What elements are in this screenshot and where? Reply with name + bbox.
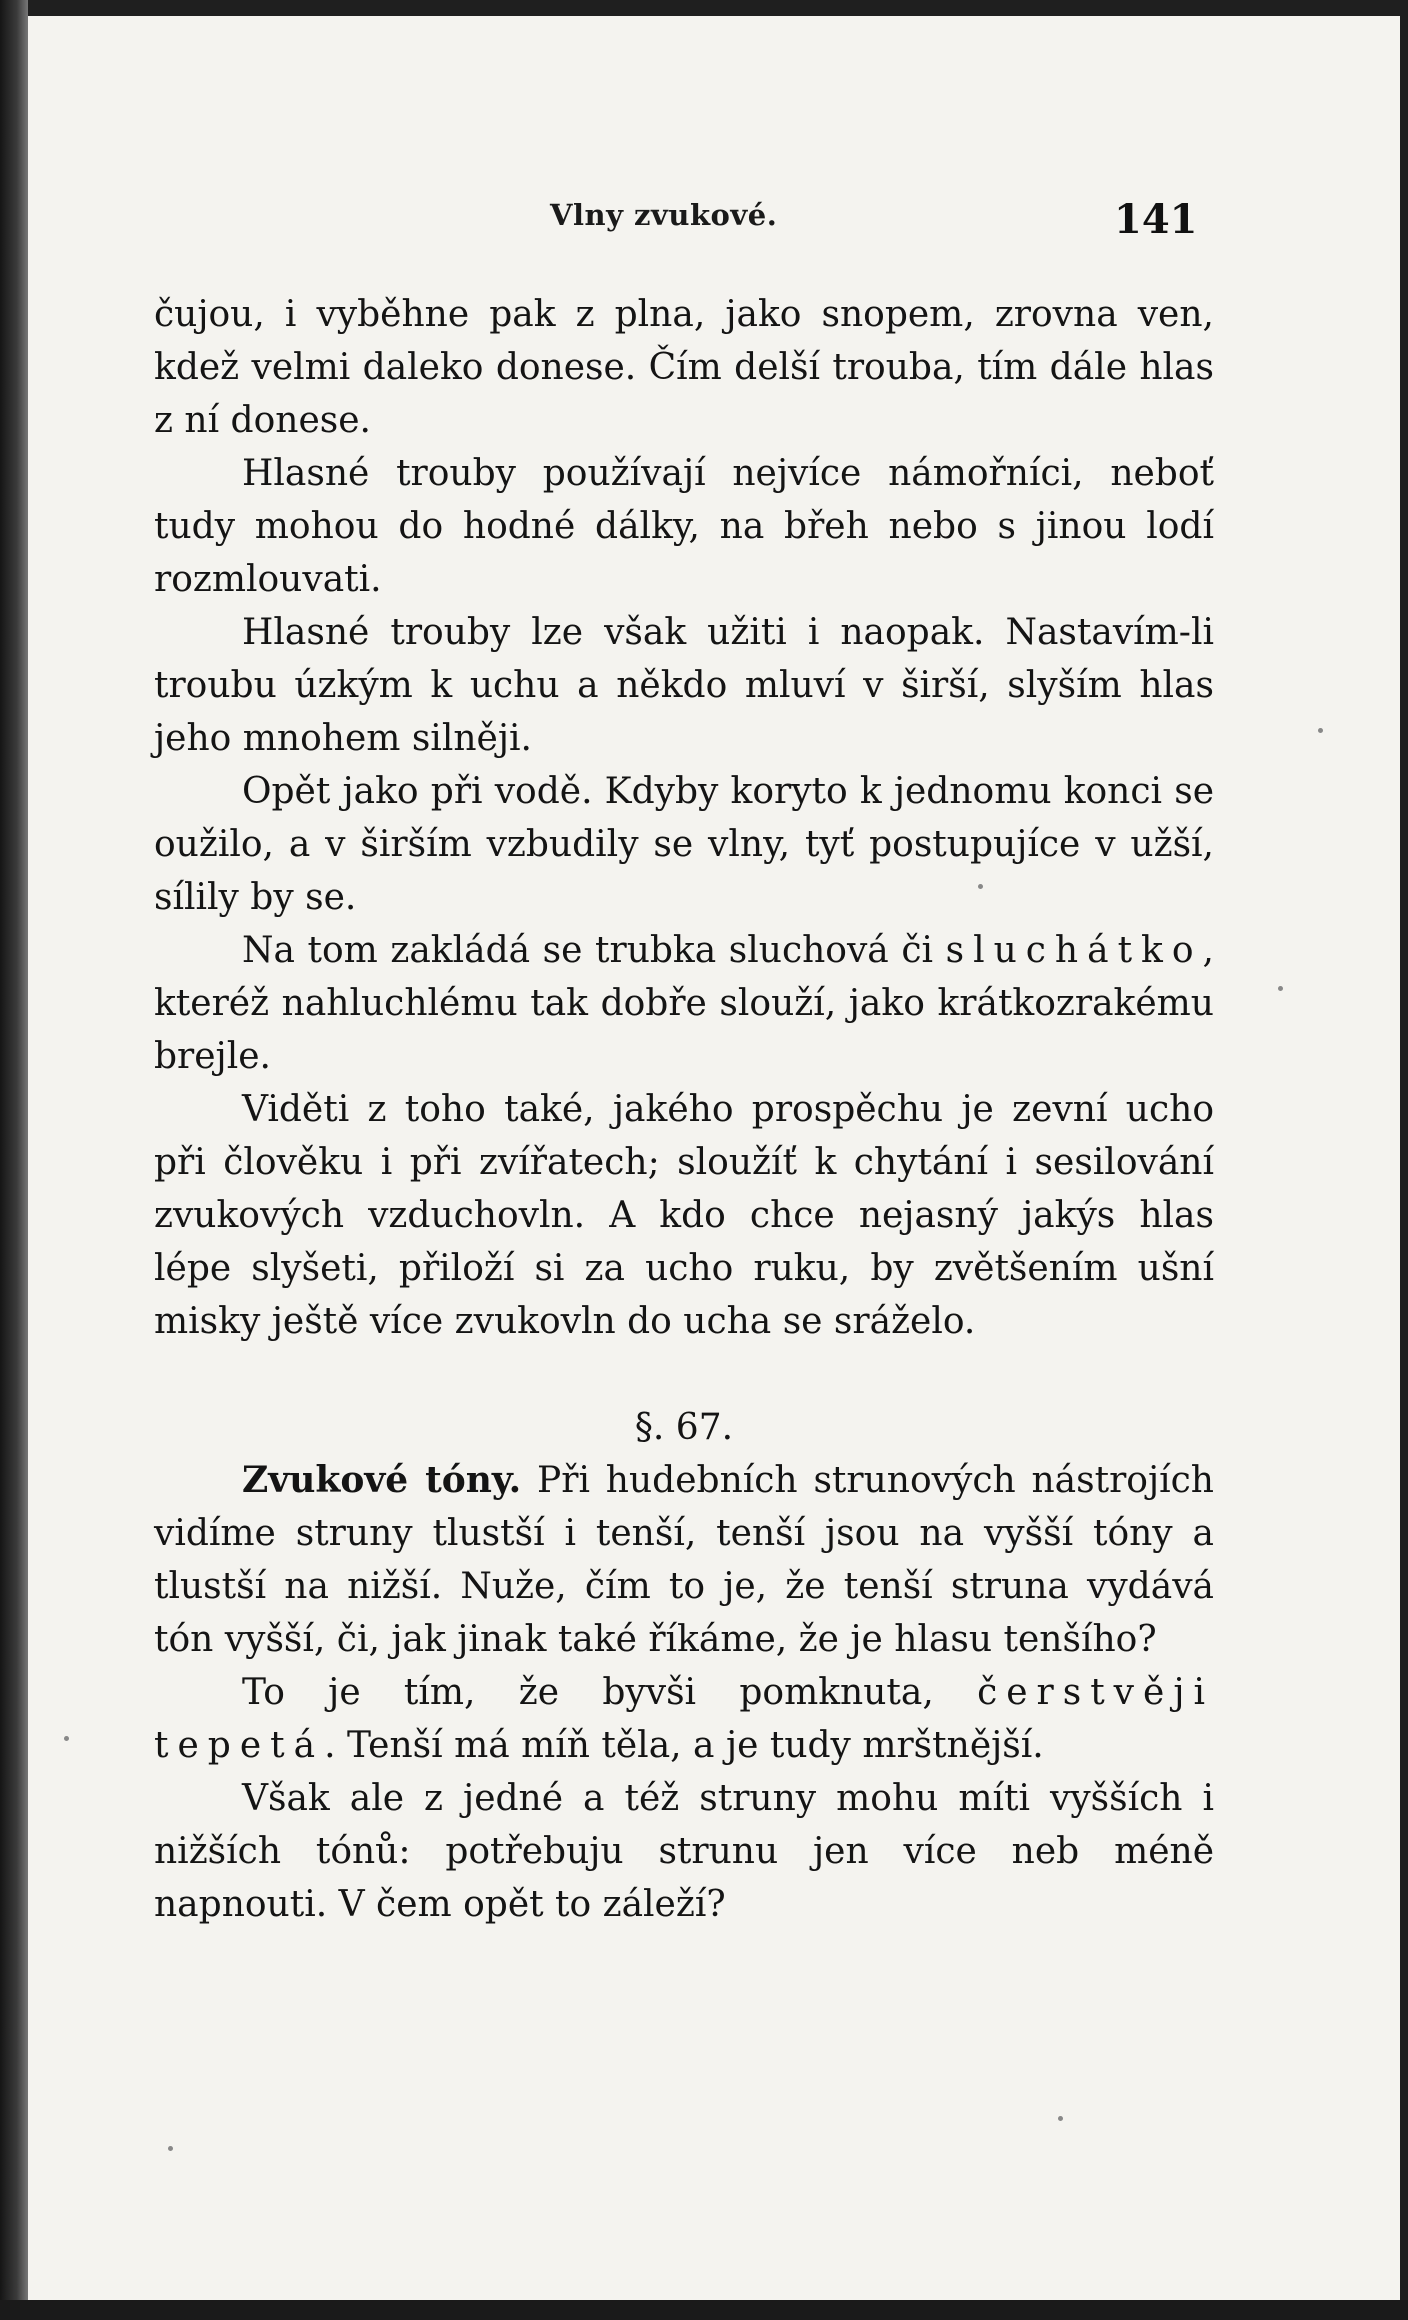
paragraph-text: Hlasné trouby používají nejvíce námořníci, neboť tudy mohou do hodné dálky, na břeh nebo s jinou lodí rozmlouvati.	[154, 453, 1214, 600]
running-title: Vlny zvukové.	[550, 198, 778, 232]
paper-speck	[1278, 986, 1283, 991]
paragraph-text: Však ale z jedné a též struny mohu míti vyšších i nižších tónů: potřebuju strunu jen více neb méně napnouti. V čem opět to záleží?	[154, 1778, 1214, 1925]
paragraph	[154, 765, 1214, 924]
paragraph-text: Opět jako při vodě. Kdyby koryto k jednomu konci se oužilo, a v širším vzbudily se vlny, tyť postupujíce v užší, sílily by se.	[154, 771, 1214, 918]
page-number: 141	[1114, 196, 1198, 243]
book-page	[28, 16, 1400, 2304]
paragraph	[154, 1454, 1214, 1666]
section-heading: §. 67.	[634, 1407, 734, 1448]
paragraph-heading: Zvukové tóny.	[242, 1459, 522, 1501]
paragraph-text: . Tenší má míň těla, a je tudy mrštnější.	[324, 1725, 1044, 1766]
paper-speck	[1318, 728, 1323, 733]
paragraph	[154, 288, 1214, 447]
paragraph	[154, 1666, 1214, 1772]
paragraph	[154, 606, 1214, 765]
paragraph-text: , kteréž nahluchlému tak dobře slouží, jako krátkozrakému brejle.	[154, 930, 1214, 1077]
paragraph-text: Na tom zakládá se trubka sluchová či	[242, 930, 946, 971]
paragraph	[154, 1083, 1214, 1348]
paper-speck	[1058, 2116, 1063, 2121]
text-block-lower	[154, 1454, 1214, 1931]
page-gutter-shadow	[0, 0, 28, 2320]
paragraph-text: Při hudebních strunových nástrojích vidíme struny tlustší i tenší, tenší jsou na vyšší tóny a tlustší na nižší. Nuže, čím to je, že tenší struna vydává tón vyšší, či, jak jinak také říkáme, že je hlasu tenšího?	[154, 1460, 1214, 1660]
body-text	[154, 288, 1214, 1931]
text-block-upper	[154, 288, 1214, 1348]
page-header	[28, 196, 1400, 246]
paragraph-text: čujou, i vyběhne pak z plna, jako snopem, zrovna ven, kdež velmi daleko donese. Čím delší trouba, tím dále hlas z ní donese.	[154, 294, 1214, 441]
paragraph	[154, 924, 1214, 1083]
paragraph-text: To je tím, že byvši pomknuta,	[242, 1672, 978, 1713]
paragraph-text: Viděti z toho také, jakého prospěchu je zevní ucho při člověku i při zvířatech; sloužíť k chytání i sesilování zvukových vzduchovln. A kdo chce nejasný jakýs hlas lépe slyšeti, přiloží si za ucho ruku, by zvětšením ušní misky ještě více zvukovln do ucha se sráželo.	[154, 1089, 1214, 1342]
emphasized-term: sluchátko	[945, 930, 1203, 971]
paragraph	[154, 1772, 1214, 1931]
paper-speck	[64, 1736, 69, 1741]
emphasized-term: čerstvěji tepetá	[154, 1672, 1214, 1766]
scan-bottom-edge	[0, 2300, 1408, 2320]
paper-speck	[978, 884, 983, 889]
paragraph-text: Hlasné trouby lze však užiti i naopak. Nastavím-li troubu úzkým k uchu a někdo mluví v širší, slyším hlas jeho mnohem silněji.	[154, 612, 1214, 759]
paragraph	[154, 447, 1214, 606]
paper-speck	[168, 2146, 173, 2151]
